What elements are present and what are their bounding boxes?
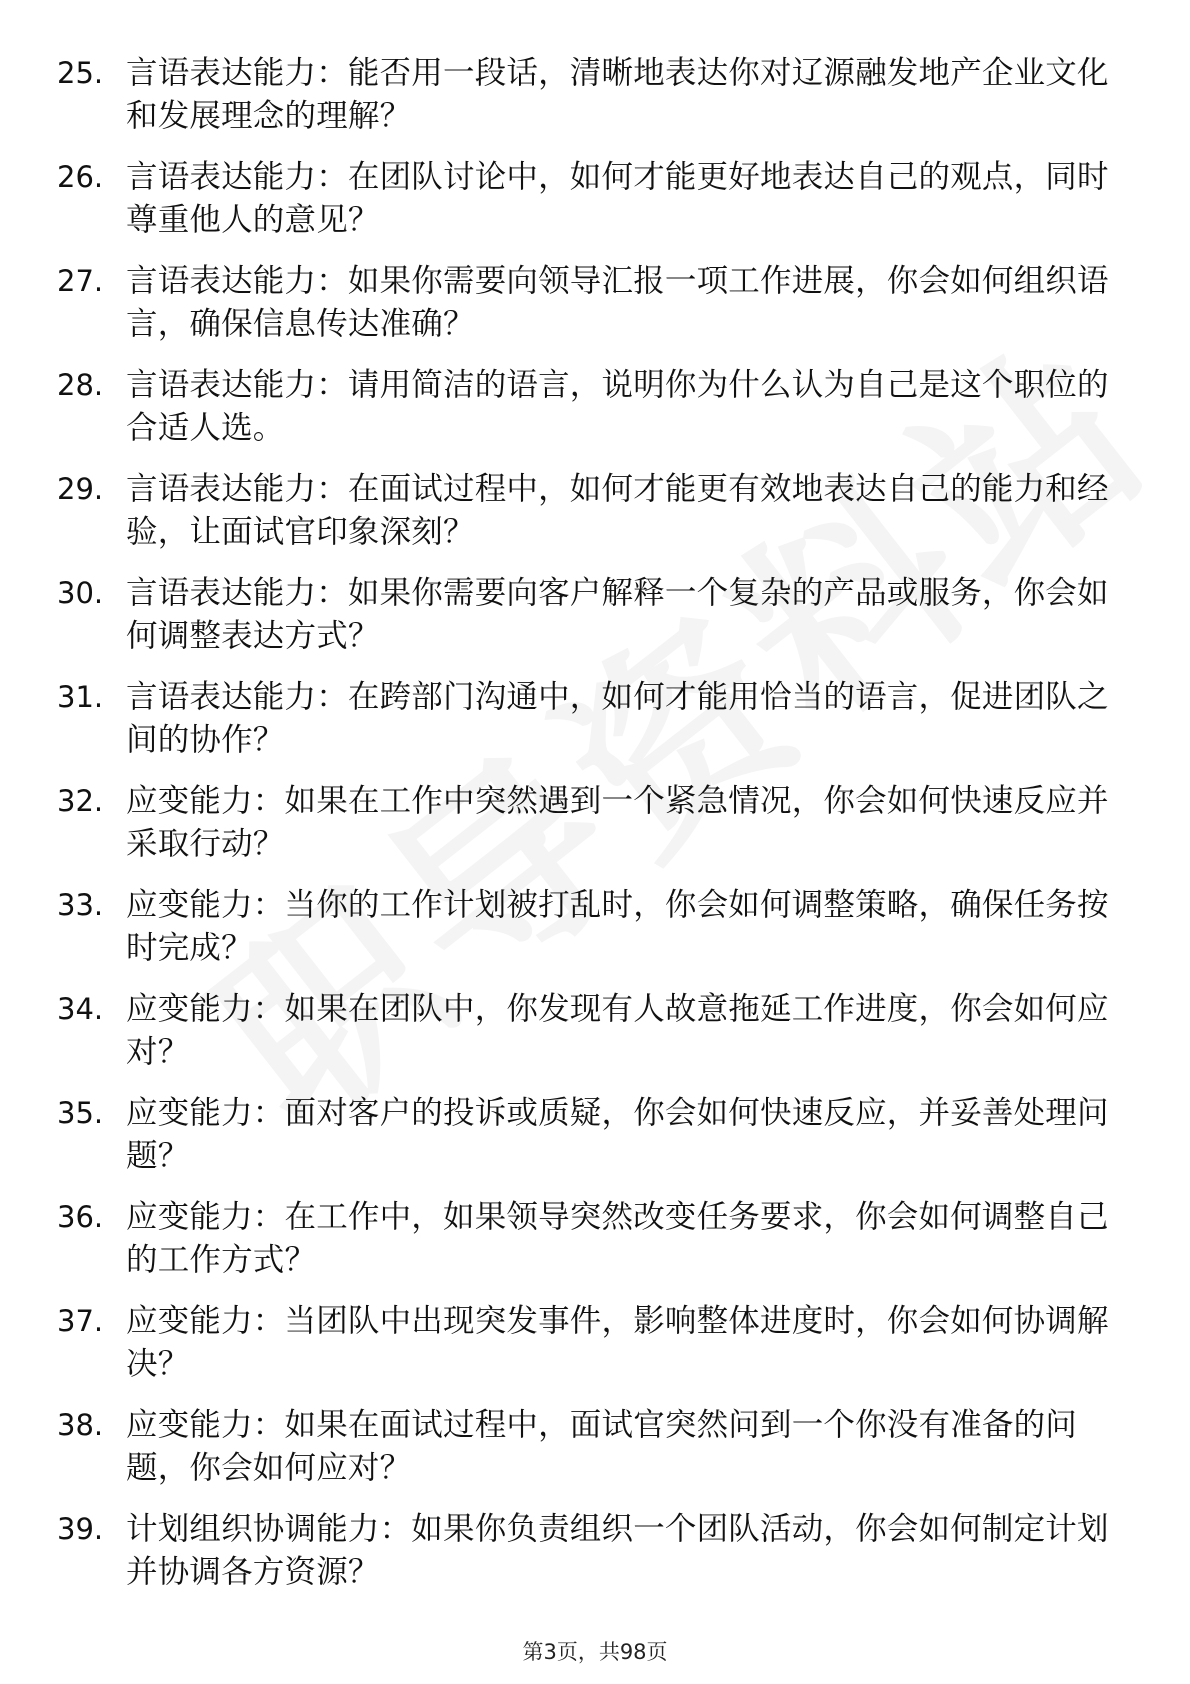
question-text: 言语表达能力：如果你需要向客户解释一个复杂的产品或服务，你会如何调整表达方式？ (126, 575, 1109, 654)
question-text: 言语表达能力：如果你需要向领导汇报一项工作进展，你会如何组织语言，确保信息传达准确？ (126, 263, 1109, 342)
question-text: 应变能力：面对客户的投诉或质疑，你会如何快速反应，并妥善处理问题？ (126, 1095, 1109, 1174)
question-text: 言语表达能力：请用简洁的语言，说明你为什么认为自己是这个职位的合适人选。 (126, 367, 1109, 446)
question-number: 37. (57, 1304, 104, 1338)
question-item (0, 780, 1190, 884)
question-text: 言语表达能力：在跨部门沟通中，如何才能用恰当的语言，促进团队之间的协作？ (126, 679, 1109, 758)
question-number: 36. (57, 1200, 104, 1234)
question-item (0, 988, 1190, 1092)
question-item (0, 52, 1190, 156)
question-number: 31. (57, 680, 104, 714)
question-text: 应变能力：当团队中出现突发事件，影响整体进度时，你会如何协调解决？ (126, 1303, 1109, 1382)
question-item (0, 156, 1190, 260)
question-item (0, 884, 1190, 988)
question-item (0, 364, 1190, 468)
question-text: 言语表达能力：在团队讨论中，如何才能更好地表达自己的观点，同时尊重他人的意见？ (126, 159, 1109, 238)
question-text: 应变能力：如果在工作中突然遇到一个紧急情况，你会如何快速反应并采取行动？ (126, 783, 1109, 862)
question-number: 32. (57, 784, 104, 818)
question-text: 应变能力：当你的工作计划被打乱时，你会如何调整策略，确保任务按时完成？ (126, 887, 1109, 966)
question-item (0, 1092, 1190, 1196)
question-item (0, 1196, 1190, 1300)
question-number: 28. (57, 368, 104, 402)
question-text: 应变能力：在工作中，如果领导突然改变任务要求，你会如何调整自己的工作方式？ (126, 1199, 1109, 1278)
question-number: 34. (57, 992, 104, 1026)
page-footer: 第3页，共98页 (522, 1640, 668, 1664)
question-number: 30. (57, 576, 104, 610)
question-item (0, 1508, 1190, 1612)
question-number: 27. (57, 264, 104, 298)
question-text: 计划组织协调能力：如果你负责组织一个团队活动，你会如何制定计划并协调各方资源？ (126, 1511, 1109, 1590)
question-text: 言语表达能力：在面试过程中，如何才能更有效地表达自己的能力和经验，让面试官印象深刻？ (126, 471, 1109, 550)
question-number: 38. (57, 1408, 104, 1442)
question-item (0, 572, 1190, 676)
question-number: 29. (57, 472, 104, 506)
question-item (0, 676, 1190, 780)
question-text: 言语表达能力：能否用一段话，清晰地表达你对辽源融发地产企业文化和发展理念的理解？ (126, 55, 1109, 134)
question-item (0, 1300, 1190, 1404)
question-item (0, 260, 1190, 364)
question-number: 33. (57, 888, 104, 922)
question-text: 应变能力：如果在团队中，你发现有人故意拖延工作进度，你会如何应对？ (126, 991, 1109, 1070)
question-number: 25. (57, 56, 104, 90)
question-number: 26. (57, 160, 104, 194)
question-list (0, 52, 1190, 1612)
question-number: 35. (57, 1096, 104, 1130)
question-item (0, 1404, 1190, 1508)
question-text: 应变能力：如果在面试过程中，面试官突然问到一个你没有准备的问题，你会如何应对？ (126, 1407, 1078, 1486)
question-number: 39. (57, 1512, 104, 1546)
question-item (0, 468, 1190, 572)
